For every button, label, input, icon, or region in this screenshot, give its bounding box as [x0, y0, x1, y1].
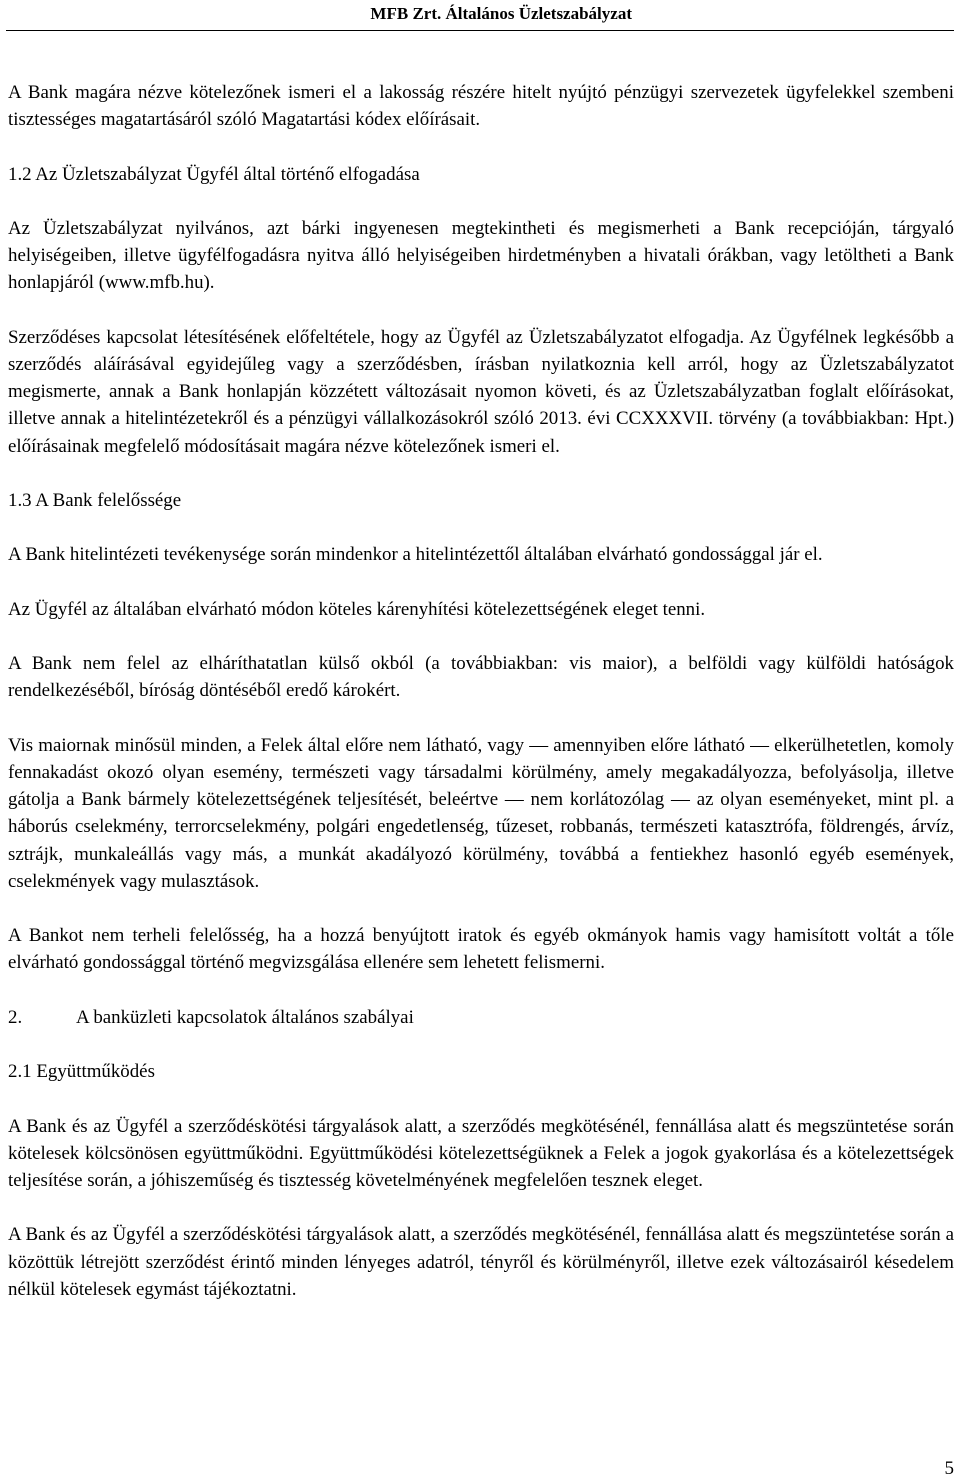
page-number: 5 [944, 1458, 954, 1479]
paragraph-magatartasi-kodex: A Bank magára nézve kötelezőnek ismeri el a lakosság részére hitelt nyújtó pénzügyi szervezetek ügyfelekkel szembeni tisztességes magatartásáról szóló Magatartási kódex előírásait. [8, 82, 954, 131]
section-heading-1-2: 1.2 Az Üzletszabályzat Ügyfél által történő elfogadása [8, 163, 420, 185]
section-heading-1-3: 1.3 A Bank felelőssége [8, 489, 182, 511]
paragraph-egyuttmukodes: A Bank és az Ügyfél a szerződéskötési tárgyalások alatt, a szerződés megkötésénél, fennállása alatt és megszüntetése során kötelesek kölcsönösen együttműködni. Együttműködési kötelezettségüknek a Felek a jogok gyakorlása és a kötelezettségek teljesítése során, a jóhiszeműség és tisztesség követelményének megfelelően tesznek eleget. [8, 1115, 954, 1191]
section-heading-2 [8, 1004, 954, 1031]
paragraph-gondossag: A Bank hitelintézeti tevékenysége során mindenkor a hitelintézettől általában elvárható gondossággal jár el. [8, 544, 823, 566]
paragraph-vis-maior-definicio: Vis maiornak minősül minden, a Felek által előre nem látható, vagy ― amennyiben előre látható ― elkerülhetetlen, komoly fennakadást okozó olyan esemény, természeti vagy társadalmi körülmény, amely megakadályozza, befolyásolja, illetve gátolja a Bank bármely kötelezettségének teljesítését, beleértve ― nem korlátozólag ― az olyan eseményeket, mint pl. a háborús cselekmény, terrorcselekmény, polgári engedetlenség, tűzeset, robbanás, természeti katasztrófa, földrengés, árvíz, sztrájk, munkaleállás vagy más, a munkát akadályozó körülmény, továbbá a fentiekhez hasonló egyéb események, cselekmények vagy mulasztások. [8, 734, 954, 892]
paragraph-nyilvanossag: Az Üzletszabályzat nyilvános, azt bárki ingyenesen megtekintheti és megismerheti a Bank recepcióján, tárgyaló helyiségeiben, illetve ügyfélfogadásra nyitva álló helyiségeiben hirdetményben a hivatali órákban, vagy letöltheti a Bank honlapjáról (www.mfb.hu). [8, 217, 954, 294]
paragraph-elfogadas: Szerződéses kapcsolat létesítésének előfeltétele, hogy az Ügyfél az Üzletszabályzatot elfogadja. Az Ügyfélnek legkésőbb a szerződés aláírásával egyidejűleg vagy a szerződésben, írásban nyilatkoznia kell arról, hogy az Üzletszabályzatot megismerte, annak a Bank honlapján közzétett változásait nyomon követi, és az Üzletszabályzatban foglalt előírásokat, illetve annak a hitelintézetekről és a pénzügyi vállalkozásokról szóló 2013. évi CCXXXVII. törvény (a továbbiakban: Hpt.) előírásainak megfelelő módosításait magára nézve kötelezőnek ismeri el. [8, 326, 954, 457]
section-heading-2-1: 2.1 Együttműködés [8, 1061, 155, 1083]
paragraph-vis-maior: A Bank nem felel az elháríthatatlan külső okból (a továbbiakban: vis maior), a belföldi vagy külföldi hatóságok rendelkezéséből, bíróság döntéséből eredő károkért. [8, 653, 954, 702]
section-number-2: 2. [8, 1006, 23, 1028]
paragraph-karenyhites: Az Ügyfél az általában elvárható módon köteles kárenyhítési kötelezettségének eleget tenni. [8, 598, 706, 620]
section-title-2: A banküzleti kapcsolatok általános szabályai [76, 1006, 414, 1028]
paragraph-tajekoztatas: A Bank és az Ügyfél a szerződéskötési tárgyalások alatt, a szerződés megkötésénél, fennállása alatt és megszüntetése során a közöttük létrejött szerződést érintő minden lényeges adatról, tényről és körülményről, illetve ezek változásairól késedelem nélkül kötelesek egymást tájékoztatni. [8, 1224, 954, 1300]
document-body [8, 79, 954, 1303]
document-header-title: MFB Zrt. Általános Üzletszabályzat [370, 4, 632, 23]
paragraph-hamis-okmanyok: A Bankot nem terheli felelősség, ha a hozzá benyújtott iratok és egyéb okmányok hamis vagy hamisított voltát a tőle elvárható gondossággal történő megvizsgálása ellenére sem lehetett felismerni. [8, 925, 954, 974]
header-divider [6, 30, 954, 31]
